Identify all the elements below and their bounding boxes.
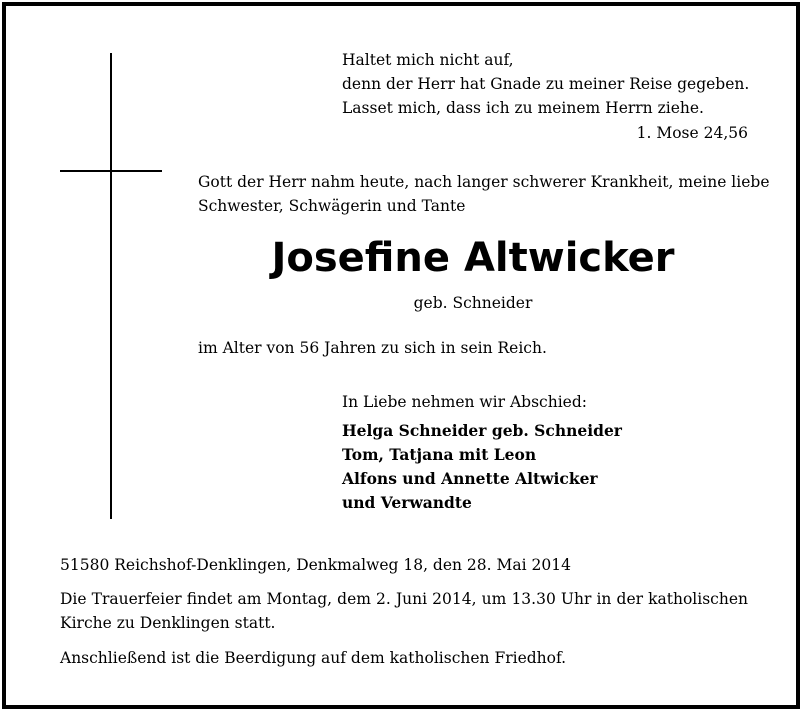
funeral-info: Die Trauerfeier findet am Montag, dem 2. Juni 2014, um 13.30 Uhr in der katholischen Kirche zu Denklingen statt. [60, 590, 748, 632]
place-date: 51580 Reichshof-Denklingen, Denkmalweg 18, den 28. Mai 2014 [60, 556, 571, 574]
age-text: im Alter von 56 Jahren zu sich in sein Reich. [198, 339, 547, 357]
maiden-name: geb. Schneider [413, 294, 533, 312]
mourner-name: und Verwandte [342, 493, 472, 512]
bible-verse [342, 48, 749, 120]
farewell-heading: In Liebe nehmen wir Abschied: [342, 393, 587, 411]
mourner-name: Tom, Tatjana mit Leon [342, 445, 537, 464]
verse-reference: 1. Mose 24,56 [636, 124, 748, 142]
mourner-name: Helga Schneider geb. Schneider [342, 421, 622, 440]
verse-line: Haltet mich nicht auf, [342, 51, 514, 69]
verse-line: denn der Herr hat Gnade zu meiner Reise gegeben. [342, 75, 750, 93]
intro-line: Gott der Herr nahm heute, nach langer schwerer Krankheit, meine liebe [198, 173, 770, 191]
verse-line: Lasset mich, dass ich zu meinem Herrn ziehe. [342, 99, 704, 117]
cross-horizontal-bar [60, 170, 162, 172]
mourner-name: Alfons und Annette Altwicker [342, 469, 598, 488]
cross-vertical-bar [110, 53, 112, 519]
burial-info: Anschließend ist die Beerdigung auf dem katholischen Friedhof. [60, 649, 567, 667]
deceased-name: Josefine Altwicker [271, 235, 675, 281]
obituary-notice [2, 2, 800, 709]
intro-text [198, 170, 770, 218]
mourner-list [342, 419, 622, 515]
intro-line: Schwester, Schwägerin und Tante [198, 197, 466, 215]
